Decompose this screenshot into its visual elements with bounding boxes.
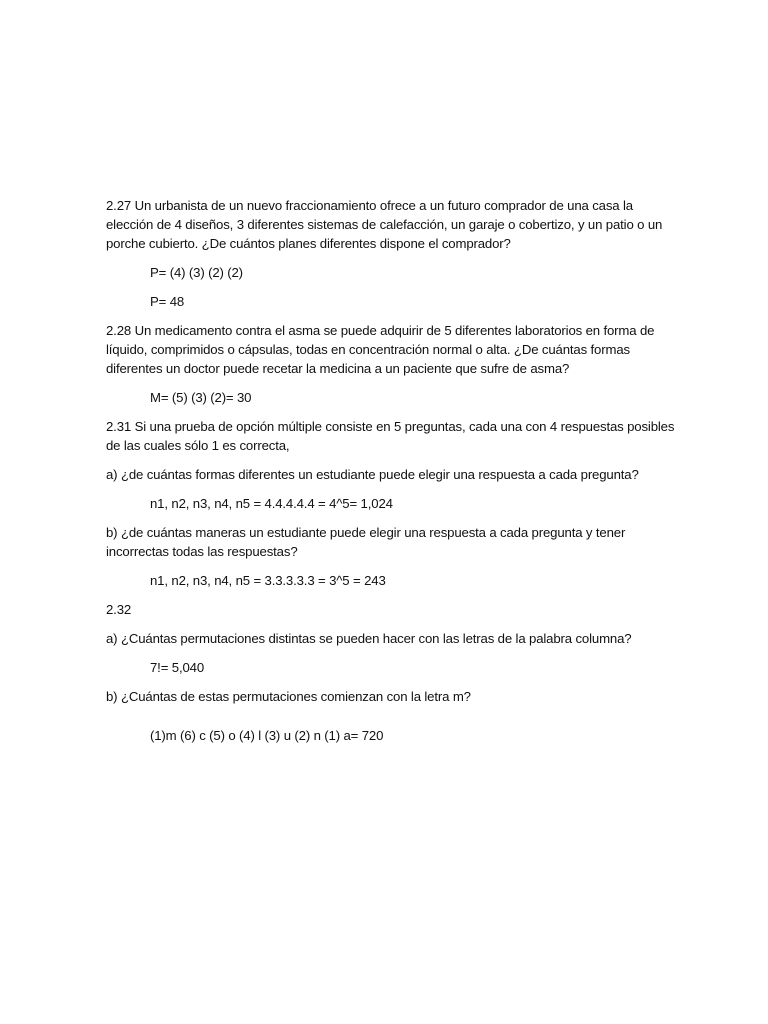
problem-2-31-line-2: de las cuales sólo 1 es correcta, — [106, 438, 290, 453]
problem-2-27-answer-1: P= (4) (3) (2) (2) — [150, 265, 243, 280]
problem-2-28-answer: M= (5) (3) (2)= 30 — [150, 390, 252, 405]
problem-2-31-line-1: 2.31 Si una prueba de opción múltiple consiste en 5 preguntas, cada una con 4 respuestas posibles — [106, 419, 675, 434]
problem-2-32-b-question: b) ¿Cuántas de estas permutaciones comienzan con la letra m? — [106, 689, 471, 704]
problem-2-31-b-question-line-2: incorrectas todas las respuestas? — [106, 544, 298, 559]
problem-2-32-a-answer: 7!= 5,040 — [150, 660, 205, 675]
problem-2-32-number: 2.32 — [106, 602, 132, 617]
problem-2-32-b-answer: (1)m (6) c (5) o (4) l (3) u (2) n (1) a= 720 — [150, 728, 384, 743]
problem-2-27-line-3: porche cubierto. ¿De cuántos planes diferentes dispone el comprador? — [106, 236, 511, 251]
problem-2-31-a-question: a) ¿de cuántas formas diferentes un estudiante puede elegir una respuesta a cada pregunta? — [106, 467, 639, 482]
problem-2-32-a-question: a) ¿Cuántas permutaciones distintas se pueden hacer con las letras de la palabra columna? — [106, 631, 632, 646]
problem-2-31-b-answer: n1, n2, n3, n4, n5 = 3.3.3.3.3 = 3^5 = 243 — [150, 573, 386, 588]
problem-2-27-line-1: 2.27 Un urbanista de un nuevo fraccionamiento ofrece a un futuro comprador de una casa la — [106, 198, 633, 213]
problem-2-28-line-1: 2.28 Un medicamento contra el asma se puede adquirir de 5 diferentes laboratorios en forma de — [106, 323, 655, 338]
problem-2-27-answer-2: P= 48 — [150, 294, 185, 309]
problem-2-31-b-question-line-1: b) ¿de cuántas maneras un estudiante puede elegir una respuesta a cada pregunta y tener — [106, 525, 626, 540]
problem-2-28-line-3: diferentes un doctor puede recetar la medicina a un paciente que sufre de asma? — [106, 361, 570, 376]
problem-2-31-a-answer: n1, n2, n3, n4, n5 = 4.4.4.4.4 = 4^5= 1,024 — [150, 496, 393, 511]
problem-2-27-line-2: elección de 4 diseños, 3 diferentes sistemas de calefacción, un garaje o cobertizo, y un patio o un — [106, 217, 663, 232]
problem-2-28-line-2: líquido, comprimidos o cápsulas, todas en concentración normal o alta. ¿De cuántas formas — [106, 342, 630, 357]
